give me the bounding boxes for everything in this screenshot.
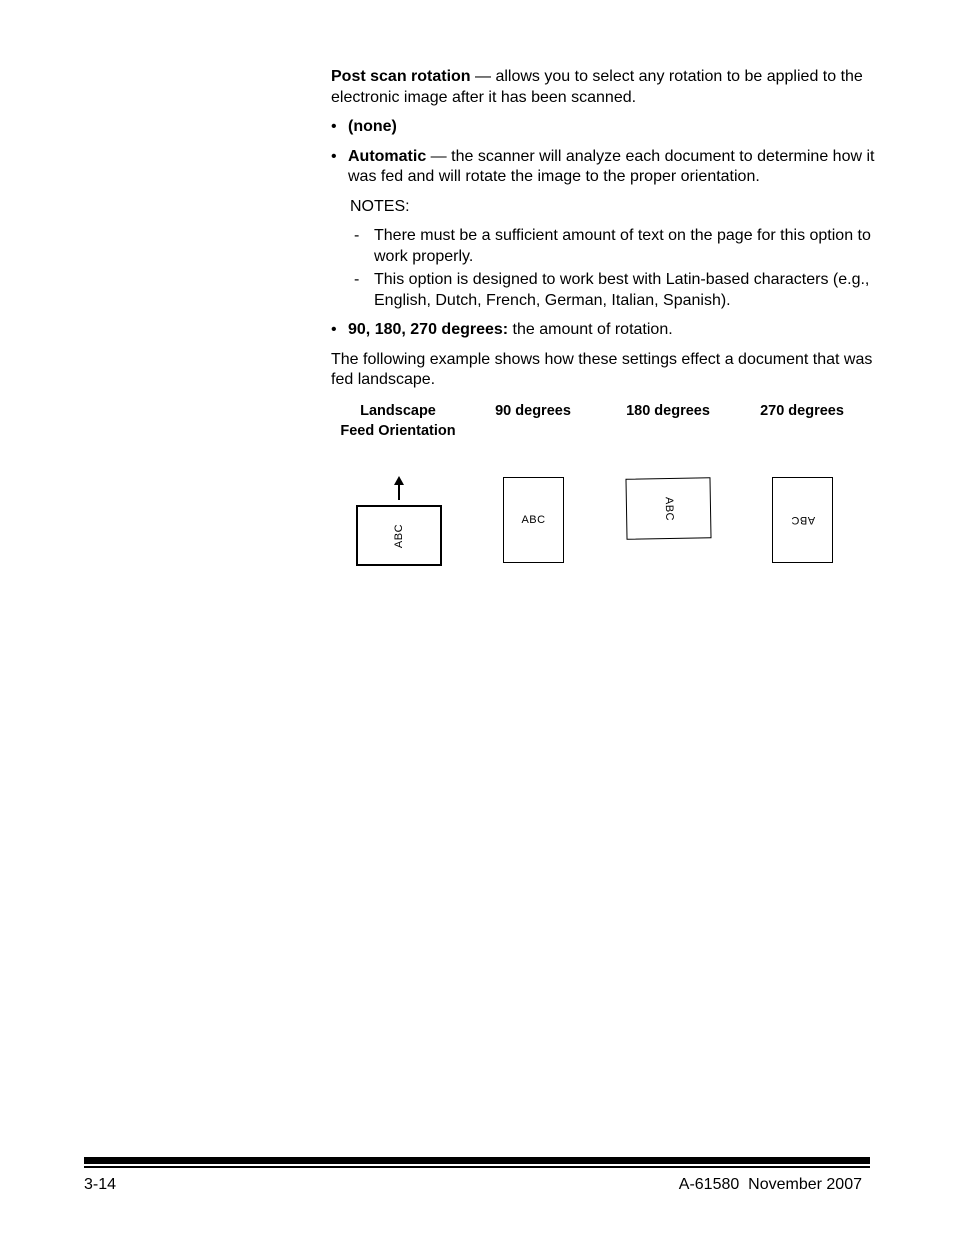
landscape-page (356, 505, 442, 566)
rotated-270-page (772, 477, 833, 563)
column-label-180: 180 degrees (626, 403, 710, 419)
footer-rule (84, 1157, 870, 1164)
sample-text: ABC (393, 523, 405, 548)
option-term: Automatic (348, 147, 427, 165)
sample-text: ABC (790, 514, 815, 526)
intro-text: — allows you to select any rotation to be applied to the electronic image after it has been scanned. (331, 68, 863, 106)
example-paragraph: The following example shows how these settings effect a document that was fed landscape. (331, 350, 873, 388)
sample-text: ABC (521, 514, 546, 526)
page-number: 3-14 (84, 1176, 117, 1193)
column-label-90: 90 degrees (495, 403, 571, 419)
note-item (331, 226, 876, 267)
bullet-dot: • (331, 321, 337, 338)
note-dash: - (354, 227, 360, 244)
option-degrees (331, 320, 876, 341)
option-term: (none) (348, 118, 397, 135)
note-dash: - (354, 271, 360, 288)
option-text: the amount of rotation. (508, 321, 673, 338)
main-content (331, 67, 876, 391)
option-text: — the scanner will analyze each document to determine how it was fed and will rotate the image to the proper orientation. (348, 147, 875, 185)
column-label-landscape: Landscape Feed Orientation (340, 403, 456, 439)
footer-rule-thin (84, 1166, 870, 1168)
option-none (331, 117, 876, 138)
column-label-270: 270 degrees (760, 403, 844, 419)
intro-paragraph (331, 67, 876, 108)
note-text: There must be a sufficient amount of text on the page for this option to work properly. (374, 227, 871, 265)
rotated-90-page (503, 477, 564, 563)
notes-label: NOTES: (350, 197, 410, 215)
note-item (331, 270, 876, 311)
document-id: A-61580 November 2007 (678, 1176, 862, 1193)
rotation-figure (331, 402, 876, 582)
intro-term: Post scan rotation (331, 68, 471, 85)
arrow-shaft (398, 484, 400, 500)
option-term: 90, 180, 270 degrees: (348, 321, 509, 338)
sample-text: ABC (662, 496, 675, 521)
note-text: This option is designed to work best with Latin-based characters (e.g., English, Dutch, French, German, Italian, Spanish). (374, 271, 870, 309)
option-automatic (331, 147, 876, 188)
bullet-dot: • (331, 147, 337, 165)
rotated-180-page (625, 477, 711, 539)
bullet-dot: • (331, 118, 337, 135)
